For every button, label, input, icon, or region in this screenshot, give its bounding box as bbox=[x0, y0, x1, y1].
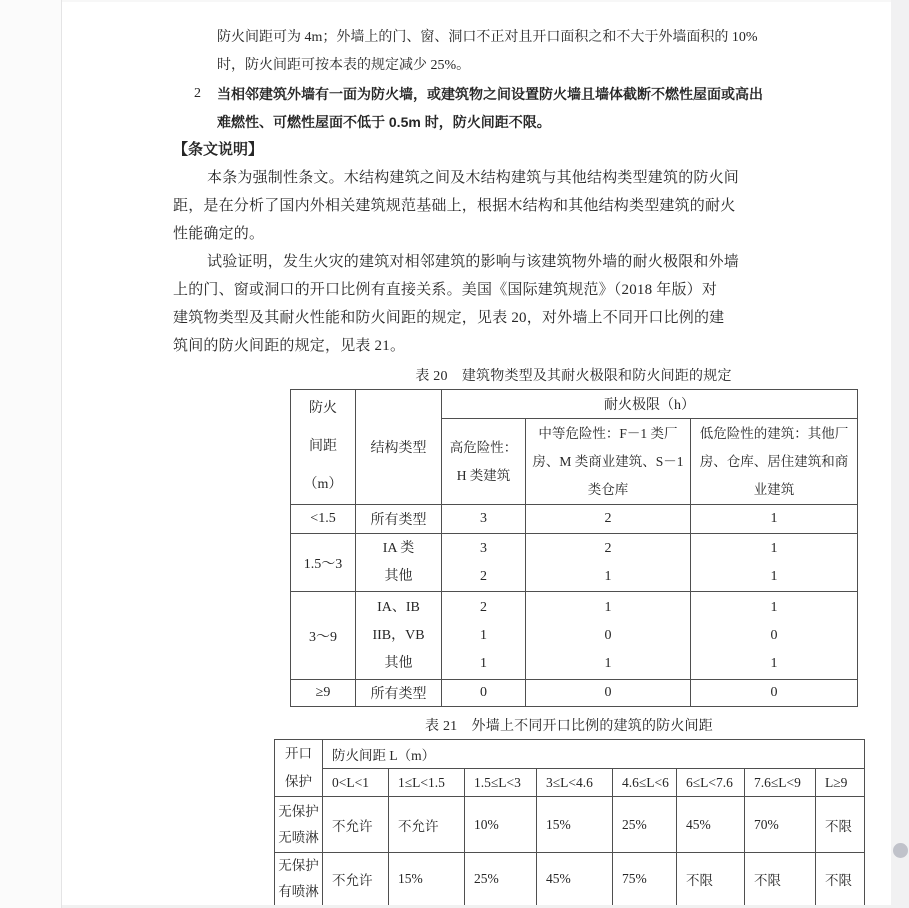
body-line: 本条为强制性条文。木结构建筑之间及木结构建筑与其他结构类型建筑的防火间 bbox=[207, 170, 740, 186]
body-line: 性能确定的。 bbox=[173, 226, 265, 242]
t21-cell-value: 25% bbox=[465, 853, 537, 906]
cell-line: 1 bbox=[770, 568, 778, 584]
table-row bbox=[275, 769, 865, 797]
table-row bbox=[275, 740, 865, 769]
cell-line: 2 bbox=[480, 599, 487, 615]
cell-line: 0 bbox=[604, 627, 612, 643]
cell-line: 2 bbox=[604, 540, 612, 556]
t20-cell-value bbox=[526, 534, 691, 592]
left-margin bbox=[0, 0, 62, 908]
header-line: 类仓库 bbox=[587, 481, 629, 497]
document-page bbox=[62, 0, 891, 908]
body-line: 筑间的防火间距的规定，见表 21。 bbox=[173, 338, 406, 354]
t21-row-label bbox=[275, 797, 323, 853]
item-number: 2 bbox=[194, 86, 202, 101]
header-line: 低危险性的建筑：其他厂 bbox=[699, 425, 849, 441]
t21-header-range: 4.6≤L<6 bbox=[613, 769, 677, 797]
t20-cell-value: 3 bbox=[442, 505, 526, 534]
clause-item-2 bbox=[173, 80, 891, 108]
cell-line: 0 bbox=[770, 627, 778, 643]
t21-cell-value: 15% bbox=[389, 853, 465, 906]
t20-cell-distance: <1.5 bbox=[291, 505, 356, 534]
clause-text-line: 时，防火间距可按本表的规定减少 25%。 bbox=[217, 58, 471, 73]
t20-header-high-risk bbox=[442, 419, 526, 505]
header-line: 开口 bbox=[285, 746, 312, 761]
scrollbar-thumb[interactable] bbox=[893, 843, 908, 858]
t21-cell-value: 不限 bbox=[677, 853, 745, 906]
t20-header-medium-risk bbox=[526, 419, 691, 505]
t21-cell-value: 不限 bbox=[745, 853, 816, 906]
header-line: 业建筑 bbox=[753, 481, 795, 497]
t20-header-structure-type: 结构类型 bbox=[356, 390, 442, 505]
t21-cell-value: 不限 bbox=[816, 797, 865, 853]
cell-line: 1 bbox=[480, 627, 487, 643]
table-row bbox=[291, 534, 858, 592]
t20-cell-value bbox=[442, 592, 526, 680]
t21-cell-value: 45% bbox=[677, 797, 745, 853]
t21-header-opening-protection bbox=[275, 740, 323, 797]
cell-line: 1 bbox=[604, 568, 612, 584]
t20-cell-value: 0 bbox=[526, 680, 691, 707]
table-row bbox=[275, 797, 865, 853]
t21-header-range: L≥9 bbox=[816, 769, 865, 797]
body-line: 试验证明，发生火灾的建筑对相邻建筑的影响与该建筑物外墙的耐火极限和外墙 bbox=[207, 254, 740, 270]
page-content bbox=[62, 0, 891, 906]
t20-cell-type bbox=[356, 534, 442, 592]
t21-cell-value: 15% bbox=[537, 797, 613, 853]
t20-cell-type: 所有类型 bbox=[356, 680, 442, 707]
t21-cell-value: 不允许 bbox=[323, 797, 389, 853]
t21-header-range: 6≤L<7.6 bbox=[677, 769, 745, 797]
page-top-edge bbox=[62, 0, 891, 2]
t21-header-distance-group: 防火间距 L（m） bbox=[323, 740, 865, 769]
body-line: 上的门、窗或洞口的开口比例有直接关系。美国《国际建筑规范》（2018 年版）对 bbox=[173, 282, 718, 298]
header-line: 房、M 类商业建筑、S－1 bbox=[532, 453, 684, 469]
table-row bbox=[275, 853, 865, 906]
t21-header-range: 3≤L<4.6 bbox=[537, 769, 613, 797]
clause-text-line: 难燃性、可燃性屋面不低于 0.5m 时，防火间距不限。 bbox=[217, 114, 551, 130]
t21-cell-value: 45% bbox=[537, 853, 613, 906]
t21-cell-value: 70% bbox=[745, 797, 816, 853]
t21-header-range: 0<L<1 bbox=[323, 769, 389, 797]
t20-cell-type bbox=[356, 592, 442, 680]
t20-cell-value: 1 bbox=[691, 505, 858, 534]
t21-cell-value: 10% bbox=[465, 797, 537, 853]
table-row bbox=[291, 592, 858, 680]
t20-header-distance bbox=[291, 390, 356, 505]
cell-line: IA 类 bbox=[382, 540, 415, 556]
t21-cell-value: 75% bbox=[613, 853, 677, 906]
t21-cell-value: 25% bbox=[613, 797, 677, 853]
t21-header-range: 7.6≤L<9 bbox=[745, 769, 816, 797]
cell-line: 无保护 bbox=[278, 803, 319, 819]
section-heading: 【条文说明】 bbox=[173, 141, 264, 158]
table21-caption: 表 21 外墙上不同开口比例的建筑的防火间距 bbox=[425, 719, 713, 734]
t21-header-range: 1≤L<1.5 bbox=[389, 769, 465, 797]
cell-line: 有喷淋 bbox=[278, 884, 319, 899]
t21-row-label bbox=[275, 853, 323, 906]
t20-cell-type: 所有类型 bbox=[356, 505, 442, 534]
t20-cell-value: 2 bbox=[526, 505, 691, 534]
body-line: 建筑物类型及其耐火性能和防火间距的规定，见表 20，对外墙上不同开口比例的建 bbox=[173, 310, 725, 326]
t20-cell-value bbox=[691, 592, 858, 680]
opening-ratio-table-21 bbox=[274, 739, 865, 906]
cell-line: 1 bbox=[770, 540, 778, 556]
clause-text-line: 当相邻建筑外墙有一面为防火墙，或建筑物之间设置防火墙且墙体截断不燃性屋面或高出 bbox=[217, 86, 763, 102]
t20-cell-distance: 3～9 bbox=[291, 592, 356, 680]
t20-cell-value bbox=[691, 534, 858, 592]
header-line: 保护 bbox=[285, 774, 312, 789]
table-row bbox=[291, 390, 858, 419]
cell-line: 无喷淋 bbox=[278, 829, 319, 845]
cell-line: IIB，VB bbox=[372, 627, 425, 643]
t20-cell-value: 0 bbox=[442, 680, 526, 707]
header-line: 高危险性： bbox=[449, 439, 518, 455]
t20-cell-value: 0 bbox=[691, 680, 858, 707]
body-line: 距，是在分析了国内外相关建筑规范基础上，根据木结构和其他结构类型建筑的耐火 bbox=[173, 198, 736, 214]
table-row bbox=[291, 680, 858, 707]
t21-header-range: 1.5≤L<3 bbox=[465, 769, 537, 797]
cell-line: 1 bbox=[770, 599, 778, 615]
cell-line: 1 bbox=[480, 655, 487, 671]
t20-cell-distance: 1.5～3 bbox=[291, 534, 356, 592]
t20-cell-value bbox=[442, 534, 526, 592]
header-line: 防火 bbox=[309, 401, 337, 416]
header-line: 房、仓库、居住建筑和商 bbox=[699, 453, 849, 469]
t20-header-fire-limit-group: 耐火极限（h） bbox=[442, 390, 858, 419]
header-line: H 类建筑 bbox=[456, 467, 511, 483]
cell-line: 3 bbox=[480, 540, 487, 556]
cell-line: IA、IB bbox=[377, 599, 420, 615]
cell-line: 2 bbox=[480, 568, 487, 584]
scrollbar-track[interactable] bbox=[891, 0, 909, 908]
header-line: （m） bbox=[303, 477, 343, 492]
t20-header-low-risk bbox=[691, 419, 858, 505]
header-line: 间距 bbox=[309, 439, 337, 454]
cell-line: 1 bbox=[604, 655, 612, 671]
table20-caption: 表 20 建筑物类型及其耐火极限和防火间距的规定 bbox=[415, 369, 732, 384]
fire-resistance-table-20 bbox=[290, 389, 858, 707]
cell-line: 1 bbox=[604, 599, 612, 615]
header-line: 中等危险性：F－1 类厂 bbox=[538, 425, 678, 441]
t21-cell-value: 不允许 bbox=[389, 797, 465, 853]
t21-cell-value: 不限 bbox=[816, 853, 865, 906]
cell-line: 1 bbox=[770, 655, 778, 671]
cell-line: 无保护 bbox=[278, 858, 319, 873]
cell-line: 其他 bbox=[384, 655, 413, 671]
clause-text-line: 防火间距可为 4m；外墙上的门、窗、洞口不正对且开口面积之和不大于外墙面积的 10% bbox=[217, 30, 758, 45]
table-row bbox=[291, 505, 858, 534]
cell-line: 其他 bbox=[384, 568, 413, 584]
t20-cell-value bbox=[526, 592, 691, 680]
t21-cell-value: 不允许 bbox=[323, 853, 389, 906]
t20-cell-distance: ≥9 bbox=[291, 680, 356, 707]
